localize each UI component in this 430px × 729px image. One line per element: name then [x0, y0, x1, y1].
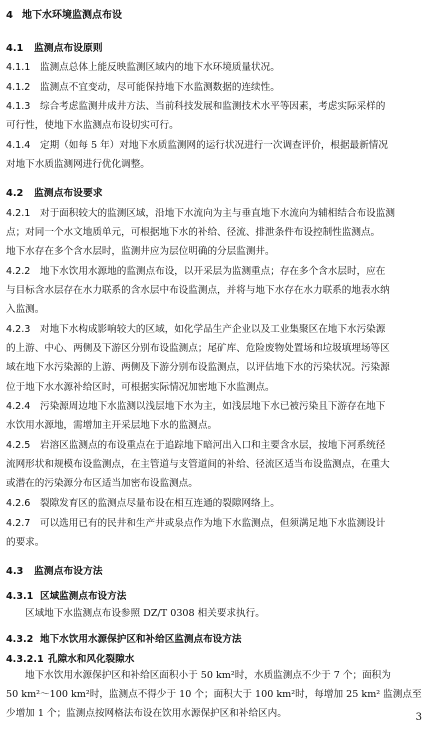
clause-text: 的上游、中心、两侧及下游区分别布设监测点；尾矿库、危险废物处置场和垃圾填埋场等区	[6, 343, 390, 355]
section-number: 4.2	[6, 188, 24, 199]
clause-text: 污染源周边地下水监测以浅层地下水为主，如浅层地下水已被污染且下游存在地下	[40, 401, 386, 412]
clause-text: 区域地下水监测点布设参照 DZ/T 0308 相关要求执行。	[25, 608, 265, 619]
clause-text: 地下水饮用水源地的监测点布设，以开采层为监测重点；存在多个含水层时，应在	[40, 266, 386, 277]
clause-text: 岩溶区监测点的布设重点在于追踪地下暗河出入口和主要含水层，按地下河系统径	[40, 440, 386, 451]
clause-text: 监测点总体上能反映监测区域内的地下水环境质量状况。	[40, 62, 280, 73]
clause-4-3-1-text	[6, 604, 424, 623]
clause-text: 位于地下水水源补给区时，可根据实际情况加密地下水监测点。	[6, 381, 275, 393]
clause-text: 水饮用水源地，需增加主开采层地下水的监测点。	[6, 420, 218, 432]
section-number: 4.1	[6, 43, 24, 54]
clause-4-2-6	[6, 494, 424, 513]
section-title: 区域监测点布设方法	[40, 591, 127, 602]
clause-number: 4.2.7	[6, 518, 31, 529]
section-4-3-1-heading	[6, 588, 126, 602]
section-title: 地下水环境监测点布设	[22, 10, 122, 21]
section-number: 4	[6, 10, 13, 21]
clause-4-1-2	[6, 78, 424, 97]
clause-number: 4.2.3	[6, 324, 31, 335]
clause-text: 对地下水构成影响较大的区域，如化学品生产企业以及工业集聚区在地下水污染源	[40, 324, 386, 335]
clause-number: 4.1.2	[6, 82, 31, 93]
section-title: 孔隙水和风化裂隙水	[48, 654, 135, 665]
clause-number: 4.2.2	[6, 266, 31, 277]
clause-text: 可行性，使地下水监测点布设切实可行。	[6, 120, 179, 132]
clause-4-2-1	[6, 204, 424, 262]
clause-number: 4.2.4	[6, 401, 31, 412]
section-4-3-2-1-heading	[6, 651, 134, 665]
clause-4-2-4	[6, 397, 424, 435]
clause-4-1-4	[6, 136, 424, 174]
clause-text: 点；对同一个水文地质单元，可根据地下水的补给、径流、排泄条件布设控制性监测点。	[6, 227, 381, 239]
clause-number: 4.2.5	[6, 440, 31, 451]
clause-text: 的要求。	[6, 537, 45, 549]
section-title: 地下水饮用水源保护区和补给区监测点布设方法	[40, 634, 242, 645]
section-number: 4.3	[6, 566, 24, 577]
section-4-3-heading	[6, 563, 103, 577]
clause-text: 综合考虑监测井成井方法、当前科技发展和监测技术水平等因素，考虑实际采样的	[40, 101, 386, 112]
clause-text: 裂隙发育区的监测点尽量布设在相互连通的裂隙网络上。	[40, 498, 280, 509]
clause-text: 对地下水质监测网进行优化调整。	[6, 159, 150, 171]
clause-text: 入监测。	[6, 304, 45, 316]
clause-text: 地下水存在多个含水层时，监测井应为层位明确的分层监测井。	[6, 246, 275, 258]
page-number: 3	[415, 712, 422, 723]
clause-4-2-3	[6, 320, 424, 397]
section-4-1-heading	[6, 40, 103, 54]
clause-text: 或潜在的污染源分布区适当加密布设监测点。	[6, 478, 198, 490]
clause-number: 4.1.4	[6, 140, 31, 151]
section-title: 监测点布设要求	[34, 188, 103, 199]
clause-text: 与目标含水层存在水力联系的含水层中布设监测点，并将与地下水存在水力联系的地表水纳	[6, 285, 390, 297]
clause-text: 监测点不宜变动，尽可能保持地下水监测数据的连续性。	[40, 82, 280, 93]
clause-4-2-5	[6, 436, 424, 494]
clause-4-2-7	[6, 514, 424, 552]
clause-4-1-3	[6, 97, 424, 135]
clause-4-1-1	[6, 58, 424, 77]
section-4-2-heading	[6, 185, 103, 199]
clause-number: 4.2.6	[6, 498, 31, 509]
clause-4-3-2-1-text	[6, 666, 424, 724]
section-4-3-2-heading	[6, 631, 241, 645]
clause-text: 定期（如每 5 年）对地下水质监测网的运行状况进行一次调查评价，根据最新情况	[40, 140, 388, 151]
clause-text: 可以选用已有的民井和生产井或泉点作为地下水监测点，但须满足地下水监测设计	[40, 518, 386, 529]
section-number: 4.3.1	[6, 591, 34, 602]
clause-text: 少增加 1 个；监测点按网格法布设在饮用水源保护区和补给区内。	[6, 708, 287, 720]
clause-number: 4.1.3	[6, 101, 31, 112]
section-number: 4.3.2.1	[6, 654, 44, 665]
section-title: 监测点布设原则	[34, 43, 103, 54]
clause-text: 对于面积较大的监测区域，沿地下水流向为主与垂直地下水流向为辅相结合布设监测	[40, 208, 395, 219]
clause-number: 4.2.1	[6, 208, 31, 219]
clause-text: 域在地下水污染源的上游、两侧及下游分别布设监测点，以评估地下水的污染状况。污染源	[6, 362, 390, 374]
clause-text: 50 km²～100 km²时，监测点不得少于 10 个；面积大于 100 km²时，每增加 25 km² 监测点至	[6, 689, 422, 701]
clause-number: 4.1.1	[6, 62, 31, 73]
clause-4-2-2	[6, 262, 424, 320]
section-number: 4.3.2	[6, 634, 34, 645]
clause-text: 地下水饮用水源保护区和补给区面积小于 50 km²时，水质监测点不少于 7 个；面积为	[25, 670, 391, 681]
section-title: 监测点布设方法	[34, 566, 103, 577]
section-4-heading	[6, 6, 122, 21]
clause-text: 流网形状和规模布设监测点，在主管道与支管道间的补给、径流区适当布设监测点，在重大	[6, 459, 390, 471]
